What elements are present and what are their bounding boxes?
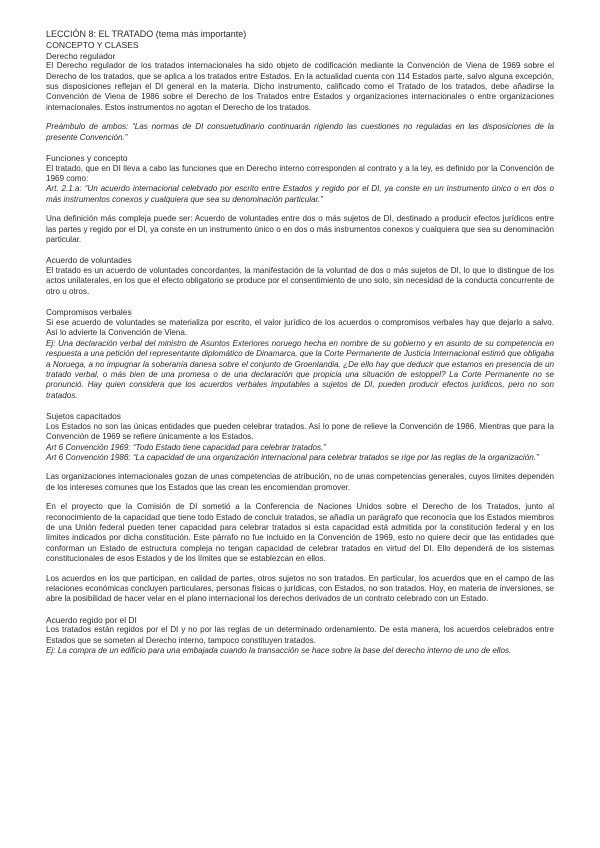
paragraph: Si ese acuerdo de voluntades se materializa por escrito, el valor jurídico de los acuerdos o compromisos verbales hay que dejarlo a salvo. Así lo advierte la Convención de Viena. [46, 317, 554, 338]
section-compromisos-verbales [46, 307, 554, 401]
section-funciones-concepto [46, 153, 554, 245]
paragraph: Los tratados están regidos por el DI y no por las reglas de un determinado ordenamiento. De esta manera, los acuerdos celebrados entre Estados que se someten al Derecho interno, tampoco constituyen tratados. [46, 625, 554, 645]
example-paragraph: Ej: Una declaración verbal del ministro de Asuntos Exteriores noruego hecha en nombre de su gobierno y en asunto de su competencia en respuesta a una petición del representante diplomático de Dinamarca, que la Corte Permanente de Justicia Internacional estimó que obligaba a Noruega, a no impugnar la soberanía danesa sobre el conjunto de Groenlandia. ¿De ello hay que deducir que estamos en presencia de un tratado verbal, o más bien de una promesa o de una declaración que propicia una situación de estoppel? La Corte Permanente no se pronunció. Hay quien considera que los acuerdos verbales imputables a sujetos de DI, pueden producir efectos jurídicos, pero no son tratados. [46, 338, 554, 400]
section-acuerdo-regido-di [46, 615, 554, 657]
section-heading: Derecho regulador [46, 50, 116, 61]
paragraph: Una definición más compleja puede ser: Acuerdo de voluntades entre dos o más sujetos de DI, destinado a producir efectos jurídicos entre las partes y regido por el DI, ya conste en un instrumento único o en dos o más instrumentos conexos y cualquiera que sea su denominación particular. [46, 214, 554, 245]
quote-paragraph: Art 6 Convención 1986: “La capacidad de una organización internacional para celebrar tratados se rige por las reglas de la organización.” [46, 452, 539, 462]
paragraph: Los acuerdos en los que participan, en calidad de partes, otros sujetos no son tratados. En particular, los acuerdos que en el campo de las relaciones económicas concluyen particulares, personas físicas o jurídicas, con Estados, no son tratados. Hoy, en materia de inversiones, se abre la posibilidad de hacer velar en el plano internacional los derechos derivados de un contrato celebrado con un Estado. [46, 573, 554, 604]
section-heading: Compromisos verbales [46, 307, 132, 318]
paragraph: En el proyecto que la Comisión de DI sometió a la Conferencia de Naciones Unidos sobre el Derecho de los Tratados, junto al reconocimiento de la capacidad que tiene todo Estado de concluir tratados, se añadía un parágrafo que reconocía que los Estados miembros de una Unión federal pueden tener capacidad para celebrar tratados si esta capacidad está admitida por la constitución federal y en los límites indicados por dicha constitución. Este párrafo no fue incluido en la Convención de 1969, esto no quiere decir que las entidades que conforman un Estado de estructura compleja no tengan capacidad de celebrar tratados en virtud del DI. Ello dependerá de los sistemas constitucionales de esos Estados y de los límites que se establezcan en ellos. [46, 502, 554, 564]
paragraph: Las organizaciones internacionales gozan de unas competencias de atribución, no de unas competencias generales, cuyos límites dependen de los intereses comunes que los Estados que las crean les encomiendan promover. [46, 472, 554, 492]
section-sujetos-capacitados [46, 411, 554, 605]
section-heading: Acuerdo de voluntades [46, 255, 132, 266]
section-derecho-regulador [46, 51, 554, 143]
paragraph: Los Estados no son las únicas entidades que pueden celebrar tratados. Así lo pone de relieve la Convención de 1986. Mientras que para la Convención de 1969 se refiere únicamente a los Estados. [46, 421, 554, 442]
example-paragraph: Ej: La compra de un edificio para una embajada cuando la transacción se hace sobre la base del derecho interno de uno de ellos. [46, 646, 512, 656]
section-heading: Sujetos capacitados [46, 411, 121, 422]
lesson-title: LECCIÓN 8: EL TRATADO (tema más importante) [46, 29, 247, 39]
paragraph: El Derecho regulador de los tratados internacionales ha sido objeto de codificación mediante la Convención de Viena de 1969 sobre el Derecho de los tratados, que se aplica a los tratados entre Estados. En la actualidad cuenta con 114 Estados parte, salvo alguna excepción, sus disposiciones reflejan el DI general en la materia. Dicho instrumento, calificado como el Tratado de los tratados, debe añadirse la Convención de Viena de 1986 sobre el Derecho de los Tratados entre Estados y organizaciones internacionales o entre organizaciones internacionales. Estos instrumentos no agotan el Derecho de los tratados. [46, 61, 554, 112]
quote-paragraph: Preámbulo de ambos: “Las normas de DI consuetudinario continuarán rigiendo las cuestiones no reguladas en las disposiciones de la presente Convención.” [46, 122, 554, 142]
lesson-subtitle: CONCEPTO Y CLASES [46, 40, 139, 50]
quote-paragraph: Art. 2.1.a: “Un acuerdo internacional celebrado por escrito entre Estados y regido por el DI, ya conste en un instrumento único o en dos o más instrumentos conexos y cualquiera que sea su denominación particular.” [46, 184, 554, 204]
paragraph: El tratado es un acuerdo de voluntades concordantes, la manifestación de la voluntad de dos o más sujetos de DI, lo que lo distingue de los actos unilaterales, en los que el efecto obligatorio se produce por el consentimiento de uno solo, sin necesidad de la conducta concurrente de otro u otros. [46, 266, 554, 296]
section-heading: Funciones y concepto [46, 153, 128, 164]
section-acuerdo-voluntades [46, 255, 554, 297]
paragraph: El tratado, que en DI lleva a cabo las funciones que en Derecho interno corresponden al contrato y a la ley, es definido por la Convención de 1969 como: [46, 163, 554, 184]
section-heading: Acuerdo regido por el DI [46, 614, 137, 625]
quote-paragraph: Art 6 Convención 1969: “Todo Estado tiene capacidad para celebrar tratados.” [46, 442, 327, 452]
